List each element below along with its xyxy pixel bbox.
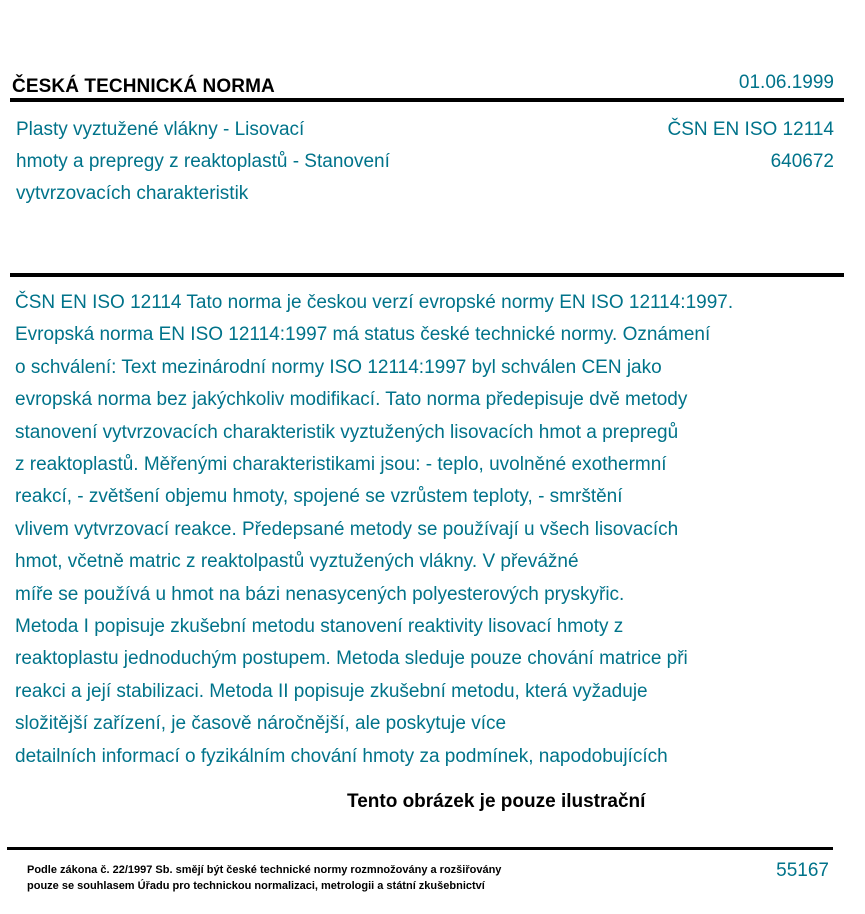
- body-line: vlivem vytvrzovací reakce. Předepsané metody se používají u všech lisovacích: [15, 518, 679, 540]
- body-line: složitější zařízení, je časově náročnější, ale poskytuje více: [15, 713, 507, 735]
- body-line: stanovení vytvrzovacích charakteristik vyztužených lisovacích hmot a prepregů: [15, 421, 679, 443]
- body-line: evropská norma bez jakýchkoliv modifikací. Tato norma předepisuje dvě metody: [15, 389, 688, 411]
- body-line: detailních informací o fyzikálním chování hmoty za podmínek, napodobujících: [15, 745, 668, 767]
- body-line: o schválení: Text mezinárodní normy ISO 12114:1997 byl schválen CEN jako: [15, 356, 662, 378]
- standard-title-line: vytvrzovacích charakteristik: [16, 183, 249, 204]
- middle-divider: [10, 273, 844, 277]
- body-line: Metoda I popisuje zkušební metodu stanovení reaktivity lisovací hmoty z: [15, 616, 624, 638]
- body-line: ČSN EN ISO 12114 Tato norma je českou verzí evropské normy EN ISO 12114:1997.: [15, 292, 734, 313]
- standard-designation: ČSN EN ISO 12114: [667, 119, 834, 140]
- footer-legal-line: Podle zákona č. 22/1997 Sb. smějí být české technické normy rozmnožovány a rozšiřovány: [27, 864, 502, 876]
- header-title: ČESKÁ TECHNICKÁ NORMA: [12, 76, 275, 97]
- footer-legal-line: pouze se souhlasem Úřadu pro technickou normalizaci, metrologii a státní zkušebnictví: [27, 880, 485, 892]
- body-line: hmot, včetně matric z reaktolpastů vyztužených vlákny. V převážné: [15, 551, 579, 573]
- footer-number: 55167: [776, 860, 829, 881]
- body-line: míře se používá u hmot na bázi nenasycených polyesterových pryskyřic.: [15, 583, 625, 605]
- top-divider: [10, 98, 844, 102]
- standard-identifiers: [667, 114, 834, 178]
- body-line: reaktoplastu jednoduchým postupem. Metoda sleduje pouze chování matrice při: [15, 648, 688, 670]
- body-line: reakci a její stabilizaci. Metoda II popisuje zkušební metodu, která vyžaduje: [15, 680, 648, 702]
- standard-title-line: hmoty a prepregy z reaktoplastů - Stanovení: [16, 151, 390, 172]
- body-line: Evropská norma EN ISO 12114:1997 má status české technické normy. Oznámení: [15, 324, 711, 346]
- footer-legal-notice: [27, 862, 501, 894]
- standard-title-line: Plasty vyztužené vlákny - Lisovací: [16, 119, 305, 140]
- standard-title: [16, 114, 486, 210]
- header-date: 01.06.1999: [738, 72, 834, 93]
- abstract-body: [15, 287, 845, 773]
- illustration-note: Tento obrázek je pouze ilustrační: [347, 791, 646, 812]
- bottom-divider: [7, 847, 833, 850]
- standard-class-number: 640672: [770, 151, 834, 172]
- body-line: reakcí, - zvětšení objemu hmoty, spojené se vzrůstem teploty, - smrštění: [15, 486, 623, 508]
- body-line: z reaktoplastů. Měřenými charakteristikami jsou: - teplo, uvolněné exothermní: [15, 454, 667, 476]
